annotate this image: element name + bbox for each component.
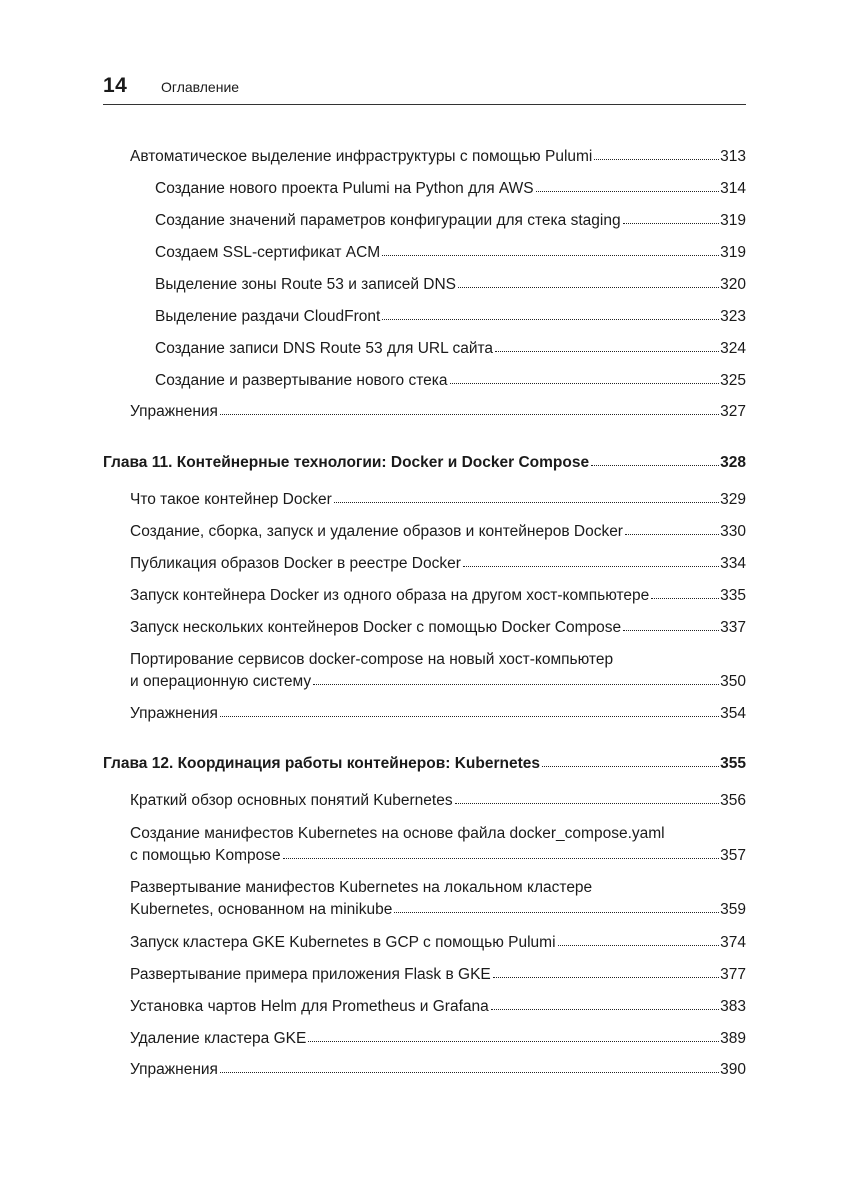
toc-entry-manifests [130, 845, 746, 867]
toc-chapter-title: Глава 12. Координация работы контейнеров: Kubernetes [103, 755, 541, 772]
dot-leader [558, 933, 720, 947]
toc-entry-dns-record [155, 338, 746, 360]
dot-leader [313, 672, 719, 686]
toc-entry-title: Развертывание примера приложения Flask в GKE [130, 966, 491, 983]
toc-entry-pulumi-infra [130, 146, 746, 168]
dot-leader [283, 846, 720, 860]
page-number: 14 [103, 74, 128, 97]
toc-entry-title: и операционную систему [130, 673, 312, 690]
toc-entry-helm-charts [130, 996, 746, 1018]
toc-entry-page: 354 [720, 705, 746, 722]
dot-leader [458, 275, 719, 289]
dot-leader [495, 339, 719, 353]
toc-entry-page: 327 [720, 403, 746, 420]
toc-entry-minikube [130, 899, 746, 921]
toc-entry-exercises [130, 1059, 746, 1081]
toc-entry-manifests-line1: Создание манифестов Kubernetes на основе файла docker_compose.yaml [130, 825, 665, 842]
toc-entry-title: Выделение зоны Route 53 и записей DNS [155, 276, 457, 293]
toc-entry-route53-zone [155, 274, 746, 296]
running-title: Оглавление [161, 79, 240, 95]
dot-leader [220, 402, 719, 416]
dot-leader [491, 997, 719, 1011]
toc-entry-page: 314 [720, 180, 746, 197]
toc-entry-page: 359 [720, 901, 746, 918]
dot-leader [542, 754, 719, 768]
toc-entry-what-is-container [130, 489, 746, 511]
toc-entry-page: 374 [720, 934, 746, 951]
toc-entry-title: Что такое контейнер Docker [130, 491, 332, 508]
toc-entry-porting [130, 671, 746, 693]
toc-entry-page: 357 [720, 847, 746, 864]
toc-entry-title: Создаем SSL-сертификат ACM [155, 244, 381, 261]
toc-chapter-page: 328 [720, 454, 746, 471]
toc-entry-exercises [130, 401, 746, 423]
toc-entry-page: 320 [720, 276, 746, 293]
toc-entry-new-pulumi-project [155, 178, 746, 200]
toc-entry-page: 325 [720, 372, 746, 389]
dot-leader [651, 586, 719, 600]
toc-entry-title: Упражнения [130, 1061, 218, 1078]
toc-entry-gke-cluster [130, 932, 746, 954]
toc-entry-page: 313 [720, 148, 746, 165]
toc-entry-title: Упражнения [130, 705, 218, 722]
dot-leader [382, 243, 719, 257]
dot-leader [591, 453, 719, 467]
toc-entry-docker-compose [130, 617, 746, 639]
toc-entry-title: Выделение раздачи CloudFront [155, 308, 381, 325]
toc-entry-exercises [130, 703, 746, 725]
toc-entry-page: 319 [720, 212, 746, 229]
toc-entry-page: 350 [720, 673, 746, 690]
toc-entry-title: Kubernetes, основанном на minikube [130, 901, 393, 918]
toc-entry-title: Автоматическое выделение инфраструктуры с помощью Pulumi [130, 148, 593, 165]
toc-entry-title: Упражнения [130, 403, 218, 420]
toc-entry-title: Запуск кластера GKE Kubernetes в GCP с помощью Pulumi [130, 934, 556, 951]
toc-entry-title: Создание нового проекта Pulumi на Python для AWS [155, 180, 534, 197]
toc-entry-page: 383 [720, 998, 746, 1015]
toc-entry-images-containers [130, 521, 746, 543]
toc-entry-title: Публикация образов Docker в реестре Docker [130, 555, 461, 572]
toc-entry-page: 334 [720, 555, 746, 572]
toc-entry-porting-line1: Портирование сервисов docker-compose на новый хост-компьютер [130, 651, 614, 668]
toc-entry-title: с помощью Kompose [130, 847, 281, 864]
toc-entry-page: 319 [720, 244, 746, 261]
toc-entry-page: 335 [720, 587, 746, 604]
toc-entry-page: 390 [720, 1061, 746, 1078]
toc-chapter-page: 355 [720, 755, 746, 772]
toc-entry-title: Удаление кластера GKE [130, 1030, 307, 1047]
toc-entry-publish-images [130, 553, 746, 575]
toc-entry-page: 377 [720, 966, 746, 983]
dot-leader [334, 490, 719, 504]
toc-entry-delete-gke [130, 1028, 746, 1050]
dot-leader [450, 371, 720, 385]
dot-leader [394, 900, 719, 914]
toc-entry-title: Запуск контейнера Docker из одного образа на другом хост-компьютере [130, 587, 650, 604]
toc-entry-page: 324 [720, 340, 746, 357]
toc-entry-cloudfront [155, 306, 746, 328]
toc-entry-page: 323 [720, 308, 746, 325]
dot-leader [382, 307, 719, 321]
toc-entry-title: Создание и развертывание нового стека [155, 372, 448, 389]
toc-entry-title: Краткий обзор основных понятий Kubernetes [130, 792, 453, 809]
toc-chapter-12 [103, 753, 746, 775]
toc-entry-page: 329 [720, 491, 746, 508]
dot-leader [463, 554, 719, 568]
dot-leader [220, 704, 719, 718]
dot-leader [536, 179, 719, 193]
toc-entry-title: Установка чартов Helm для Prometheus и Grafana [130, 998, 489, 1015]
toc-entry-kubernetes-overview [130, 790, 746, 812]
toc-entry-title: Создание значений параметров конфигурации для стека staging [155, 212, 621, 229]
toc-chapter-11 [103, 452, 746, 474]
toc-entry-page: 389 [720, 1030, 746, 1047]
dot-leader [308, 1029, 719, 1043]
dot-leader [493, 965, 719, 979]
dot-leader [455, 791, 720, 805]
toc-entry-title: Создание записи DNS Route 53 для URL сайта [155, 340, 494, 357]
dot-leader [623, 211, 720, 225]
toc-entry-ssl-cert [155, 242, 746, 264]
dot-leader [623, 618, 719, 632]
toc-entry-page: 356 [720, 792, 746, 809]
dot-leader [594, 147, 719, 161]
toc-entry-run-on-other-host [130, 585, 746, 607]
toc-entry-deploy-stack [155, 370, 746, 392]
toc-entry-page: 330 [720, 523, 746, 540]
toc-entry-config-values [155, 210, 746, 232]
toc-entry-title: Запуск нескольких контейнеров Docker с помощью Docker Compose [130, 619, 622, 636]
toc-entry-page: 337 [720, 619, 746, 636]
page-header [103, 74, 746, 105]
dot-leader [220, 1060, 719, 1074]
toc-entry-title: Создание, сборка, запуск и удаление образов и контейнеров Docker [130, 523, 623, 540]
dot-leader [625, 522, 719, 536]
toc-entry-minikube-line1: Развертывание манифестов Kubernetes на локальном кластере [130, 879, 593, 896]
toc-chapter-title: Глава 11. Контейнерные технологии: Docker и Docker Compose [103, 454, 590, 471]
toc-entry-flask-gke [130, 964, 746, 986]
